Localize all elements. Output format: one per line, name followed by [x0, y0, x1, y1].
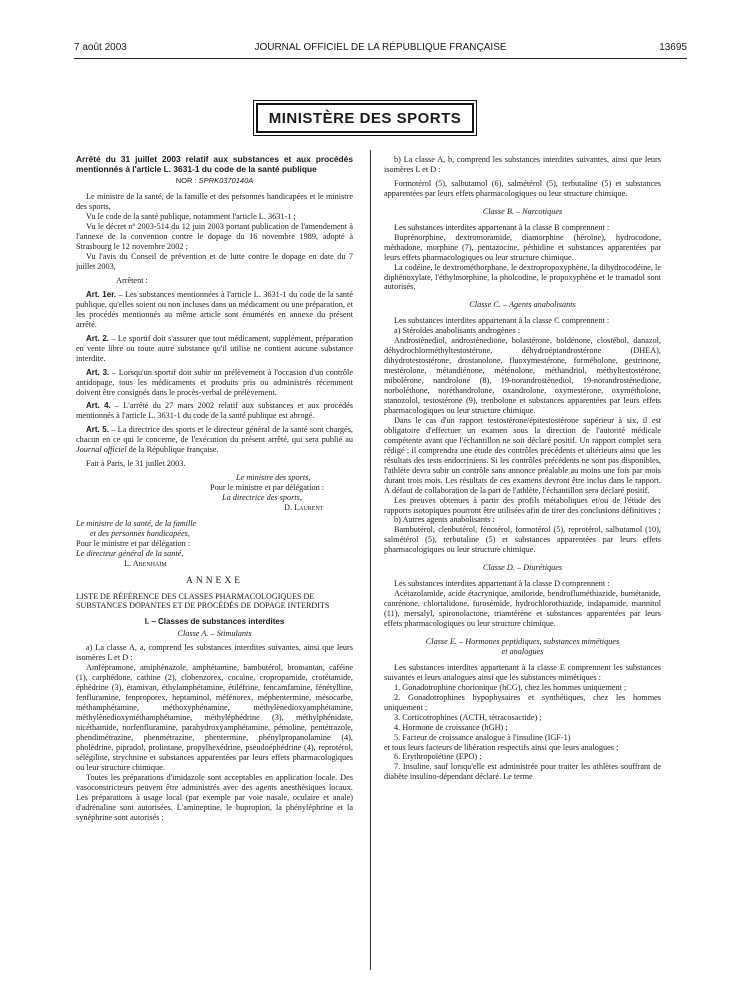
- signature-line: Pour le ministre et par délégation :: [210, 483, 325, 493]
- nor-reference: [76, 176, 353, 186]
- right-column: [384, 155, 661, 782]
- signature-line: Le ministre de la santé, de la famille: [76, 519, 197, 528]
- column-separator: [370, 150, 371, 970]
- article-text: – Le sportif doit s'assurer que tout médicament, supplément, préparation en vente libre ou toute autre substance qu'il utilise ne contient aucune substance interdite.: [76, 333, 353, 363]
- article-text: – La directrice des sports et le directeur général de la santé sont chargés, chacun en ce qui le concerne, de l'exécution du présent arrêté, qui sera publié au: [76, 425, 353, 445]
- nor-label: NOR :: [175, 176, 197, 186]
- class-heading: Classe B. – Narcotiques: [482, 206, 563, 216]
- decree-title: Arrêté du 31 juillet 2003 relatif aux substances et aux procédés mentionnés à l'article L. 3631-1 du code de la santé publique: [76, 154, 353, 174]
- article-label: Art. 3.: [86, 367, 110, 377]
- list-item: 3. Corticotrophines (ACTH, tétracosactide) ;: [394, 712, 542, 722]
- list-item: 6. Erythropoïétine (EPO) ;: [394, 752, 482, 762]
- paragraph: Les substances interdites appartenant à la classe D comprennent :: [394, 579, 610, 589]
- signature-line: et des personnes handicapées,: [90, 528, 190, 538]
- signatory-name: L. Abenhaïm: [124, 558, 167, 568]
- signature-sports: [76, 473, 353, 513]
- article-label: Art. 5.: [86, 425, 109, 435]
- list-item: 4. Hormone de croissance (hGH) ;: [394, 722, 508, 732]
- paragraph: Dans le cas d'un rapport testostérone/épitestostérone supérieur à six, il est obligatoire d'effectuer un examen sous la direction de l'autorité médicale compétente avant que l'échantillon ne soit déclaré positif. Un rapport complet sera rédigé ; il comprendra une étude des contrôles précédents et ultérieurs ainsi que les résultats des tests endocriniens. Si les contrôles précédents ne sont pas disponibles, l'athlète devra subir un contrôle sans annonce préalable au moins une fois par mois durant trois mois. Les résultats de ces examens devront être inclus dans le rapport. À défaut de collaboration de la part de l'athlète, l'échantillon sera déclaré positif.: [384, 415, 661, 495]
- paragraph: Les substances interdites appartenant à la classe E comprennent les substances suivantes et leurs analogues ainsi que les substances mimétiques :: [384, 662, 661, 682]
- article-1: [76, 290, 353, 330]
- article-2: [76, 334, 353, 364]
- annexe-list-title: LISTE DE RÉFÉRENCE DES CLASSES PHARMACOLOGIQUES DE SUBSTANCES DOPANTES ET DE PROCÉDÉS DE DOPAGE INTERDITS: [76, 591, 330, 611]
- signature-line: Pour le ministre et par délégation :: [76, 538, 191, 548]
- signatory-name: D. Laurent: [284, 503, 324, 513]
- paragraph: Toutes les préparations d'imidazole sont acceptables en application locale. Des vasoconstricteurs peuvent être administrés avec des agents anesthésiques locaux. Les préparations à usage local (par exemple par voie nasale, oculaire et anale) d'adrénaline sont autorisées. L'amineptine, le bupropion, la phényléphrine et la synéphrine sont autorisés ;: [76, 772, 353, 822]
- header-rule: [74, 58, 687, 59]
- paragraph: La codéine, le dextrométhorphane, le dextropropoxyphène, la dihydrocodéine, le diphénoxylate, l'éthylmorphine, la pholcodine, le propoxyphène et le tramadol sont autorisés.: [384, 262, 661, 292]
- signature-line: La directrice des sports,: [222, 493, 302, 503]
- annexe-heading: ANNEXE: [185, 575, 244, 586]
- signature-line: Le directeur général de la santé,: [76, 548, 184, 558]
- substance-list: Buprénorphine, dextromoramide, diamorphine (héroïne), hydrocodone, méthadone, morphine (7), pentazocine, péthidine et substances apparentées par leurs effets pharmacologiques ou leur structure chimique.: [384, 232, 661, 262]
- signature-sante: [76, 519, 353, 569]
- paragraph: Vu l'avis du Conseil de prévention et de lutte contre le dopage en date du 7 juillet 2003,: [76, 252, 353, 272]
- journal-officiel-ref: Journal officiel: [76, 445, 127, 455]
- signature-line: Le ministre des sports,: [236, 473, 311, 483]
- class-heading-cont: et analogues: [501, 646, 544, 656]
- header-journal-title: JOURNAL OFFICIEL DE LA RÉPUBLIQUE FRANÇAISE: [254, 42, 507, 53]
- class-heading: Classe A. – Stimulants: [177, 629, 252, 639]
- article-label: Art. 4.: [86, 401, 111, 411]
- article-text: – Les substances mentionnées à l'article L. 3631-1 du code de la santé publique, qu'elles soient ou non incluses dans un médicament ou une préparation, et les procédés mentionnés au même article sont énumérés en annexe du présent arrêté.: [76, 289, 353, 329]
- paragraph: a) La classe A, a, comprend les substances interdites suivantes, ainsi que leurs isomères L et D :: [76, 643, 353, 663]
- list-item: 5. Facteur de croissance analogue à l'insuline (IGF-1): [394, 732, 571, 742]
- paragraph: Les preuves obtenues à partir des profils métaboliques et/ou de l'étude des rapports isotopiques pourront être utilisées afin de tirer des conclusions définitives ;: [384, 495, 661, 515]
- header-date: 7 août 2003: [74, 42, 127, 53]
- left-column: [76, 155, 353, 823]
- article-5: [76, 425, 353, 455]
- article-label: Art. 1er.: [86, 289, 117, 299]
- substance-list: Androstènediol, androstènedione, bolastérone, boldénone, clostébol, danazol, déhydrochlorméthyltestostérone, déhydroépiandrostérone (DHEA), dihydrotestostérone, drostanolone, fluoxymestérone, formébolone, gestrinone, mestérolone, métandiénone, méténolone, méthandriol, méthyltestostérone, mibolérone, nandrolone (8), 19-norandrostènediol, 19-norandrostènedione, norboléthone, noréthandrolone, oxandrolone, oxymestérone, oxymétholone, stanozolol, testostérone (9), trenbolone et substances apparentées par leurs effets pharmacologiques ou leur structure chimique.: [384, 336, 661, 415]
- article-text: – L'arrêté du 27 mars 2002 relatif aux substances et aux procédés mentionnés à l'article L. 3631-1 du code de la santé publique est abrogé.: [76, 401, 354, 421]
- substance-list: Acétazolamide, acide étacrynique, amiloride, bendrofluméthiazide, bumétanide, canrénone, chlortalidone, furosémide, hydrochlorothiazide, indapamide, mannitol (11), mersalyl, spironolactone, triamtérène et substances apparentées par leurs effets pharmacologiques ou leur structure chimique.: [384, 589, 661, 629]
- article-text: de la République française.: [126, 445, 219, 455]
- sub-heading: a) Stéroïdes anabolisants androgènes :: [394, 326, 521, 336]
- article-label: Art. 2.: [86, 333, 110, 343]
- list-item: 7. Insuline, sauf lorsqu'elle est administrée pour traiter les athlètes souffrant de diabète insulino-dépendant déclaré. Le terme: [384, 762, 661, 782]
- substance-list: Amfépramone, amiphénazole, amphétamine, bambutérol, bromantan, caféine (1), carphédone, cathine (2), clobenzorex, cocaïne, cropropamide, crotétamide, éphédrine (3), étamivan, éthylamphétamine, étiléfrine, fencamfamine, fénétylline, fenfluramine, fenproporex, heptaminol, méfénorex, méphentermine, mésocarbe, méthamphétamine, méthoxyphénamine, méthylènedioxyamphétamine, méthylènedioxyméthamphétamine, méthyléphédrine (3), méthylphénidate, nicéthamide, norfenfluramine, parahydroxyamphétamine, pémoline, pentétrazole, phendimétrazine, phenmétrazine, phentermine, phénylpropanolamine (4), pholédrine, pipradol, prolintane, propylhexédrine, pseudoéphédrine (4), reprotérol, sélégiline, strychnine et substances apparentées par leurs effets pharmacologiques ou leur structure chimique.: [76, 663, 353, 772]
- list-item: 1. Gonadotrophine chorionique (hCG), chez les hommes uniquement ;: [394, 682, 627, 692]
- ministry-heading-box: [256, 103, 474, 133]
- paragraph: Le ministre de la santé, de la famille et des personnes handicapées et le ministre des sports,: [76, 192, 353, 212]
- ministry-heading: MINISTÈRE DES SPORTS: [268, 109, 462, 127]
- class-heading: Classe C. – Agents anabolisants: [469, 300, 576, 310]
- substance-list: Bambutérol, clenbutérol, fénotérol, formotérol (5), reprotérol, salbutamol (10), salmétérol (5), terbutaline (5) et substances apparentées par leurs effets pharmacologiques ou leur structure chimique.: [384, 525, 661, 555]
- paragraph: Les substances interdites appartenant à la classe C comprennent :: [394, 316, 610, 326]
- header-page-number: 13695: [659, 42, 687, 53]
- arretent: Arrêtent :: [116, 275, 148, 285]
- paragraph: Vu le code de la santé publique, notamment l'article L. 3631-1 ;: [86, 212, 296, 222]
- article-4: [76, 401, 353, 421]
- class-heading: Classe D. – Diurétiques: [482, 563, 563, 573]
- article-text: – Lorsqu'un sportif doit subir un prélèvement à l'occasion d'un contrôle antidopage, tous les médicaments et produits pris ou administrés récemment doivent être consignés dans le procès-verbal de prélèvement.: [76, 367, 353, 397]
- nor-code: SPRK0370140A: [198, 176, 254, 186]
- sub-heading: b) Autres agents anabolisants :: [394, 515, 495, 525]
- paragraph: b) La classe A, b, comprend les substances interdites suivantes, ainsi que leurs isomères L et D :: [384, 155, 661, 174]
- list-item: 2. Gonadotrophines hypophysaires et synthétiques, chez les hommes uniquement ;: [384, 692, 661, 712]
- list-item-cont: et tous leurs facteurs de libération respectifs ainsi que leurs analogues ;: [384, 742, 619, 752]
- substance-list: Formotérol (5), salbutamol (6), salmétérol (5), terbutaline (5) et substances apparentées par leurs effets pharmacologiques ou leur structure chimique.: [384, 178, 661, 198]
- page-header: [74, 42, 687, 56]
- paragraph: Vu le décret nº 2003-514 du 12 juin 2003 portant publication de l'amendement à l'annexe de la convention contre le dopage du 16 novembre 1989, adopté à Strasbourg le 12 novembre 2002 ;: [76, 222, 353, 252]
- class-heading: Classe E. – Hormones peptidiques, substances mimétiques: [425, 636, 620, 646]
- article-3: [76, 368, 353, 398]
- section-heading: I. – Classes de substances interdites: [144, 616, 285, 626]
- fait-a-paris: Fait à Paris, le 31 juillet 2003.: [86, 459, 186, 469]
- paragraph: Les substances interdites appartenant à la classe B comprennent :: [394, 222, 610, 232]
